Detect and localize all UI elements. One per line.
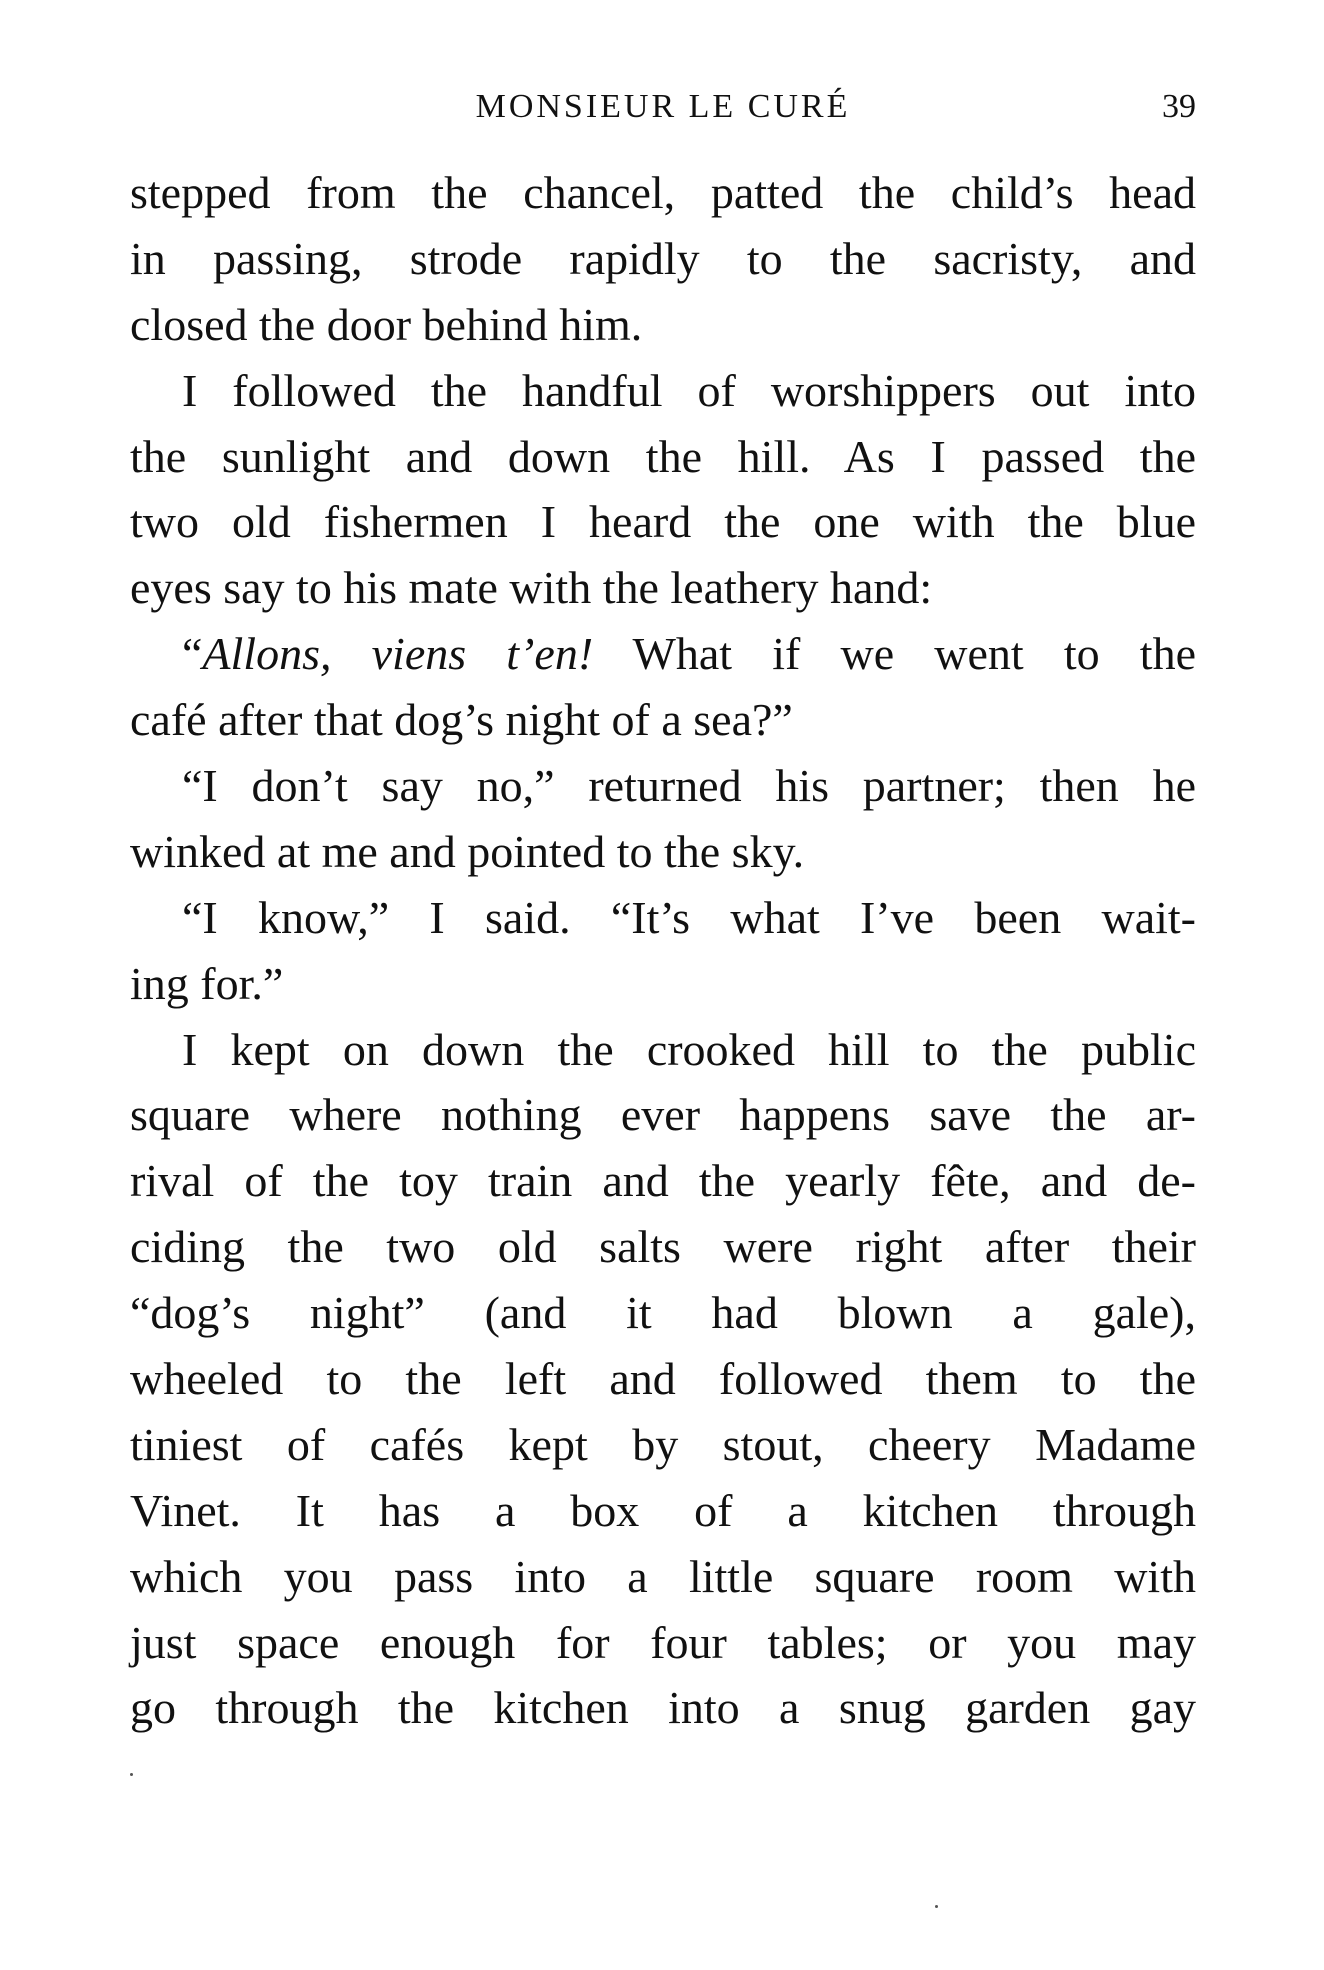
line-rest: What if we went to the <box>593 628 1196 680</box>
text-line: tiniest of cafés kept by stout, cheery Madame <box>130 1418 1196 1470</box>
text-line: I followed the handful of worshippers out into <box>182 364 1196 416</box>
text-line: café after that dog’s night of a sea?” <box>130 694 793 746</box>
text-line: closed the door behind him. <box>130 298 643 350</box>
text-line: just space enough for four tables; or you may <box>130 1616 1196 1668</box>
text-line: “I don’t say no,” returned his partner; then he <box>182 760 1196 812</box>
text-line: wheeled to the left and followed them to the <box>130 1353 1196 1405</box>
print-speck <box>130 1773 133 1776</box>
italic-phrase: Allons, viens t’en! <box>202 628 594 680</box>
body-text <box>130 160 1196 1741</box>
running-head <box>130 88 1196 138</box>
text-line: winked at me and pointed to the sky. <box>130 825 805 877</box>
text-line: rival of the toy train and the yearly fête, and de- <box>130 1155 1196 1207</box>
text-line-with-italic <box>130 621 1196 687</box>
page-number: 39 <box>1162 88 1196 125</box>
text-line: go through the kitchen into a snug garden gay <box>130 1682 1196 1734</box>
text-line: I kept on down the crooked hill to the public <box>182 1023 1196 1075</box>
text-line: ing for.” <box>130 957 284 1009</box>
open-quote: “ <box>182 628 203 680</box>
text-line: “dog’s night” (and it had blown a gale), <box>130 1287 1196 1339</box>
print-speck <box>935 1905 938 1908</box>
text-line: ciding the two old salts were right after their <box>130 1221 1196 1273</box>
text-line: which you pass into a little square room with <box>130 1550 1196 1602</box>
text-line: in passing, strode rapidly to the sacristy, and <box>130 232 1196 284</box>
text-line: two old fishermen I heard the one with the blue <box>130 496 1196 548</box>
text-line: “I know,” I said. “It’s what I’ve been wait- <box>182 891 1196 943</box>
text-line: stepped from the chancel, patted the child’s head <box>130 167 1196 218</box>
text-line: eyes say to his mate with the leathery hand: <box>130 562 933 614</box>
text-line: the sunlight and down the hill. As I passed the <box>130 430 1196 482</box>
text-line: square where nothing ever happens save the ar- <box>130 1089 1196 1141</box>
text-line: Vinet. It has a box of a kitchen through <box>130 1484 1196 1536</box>
running-head-title: MONSIEUR LE CURÉ <box>475 88 851 125</box>
